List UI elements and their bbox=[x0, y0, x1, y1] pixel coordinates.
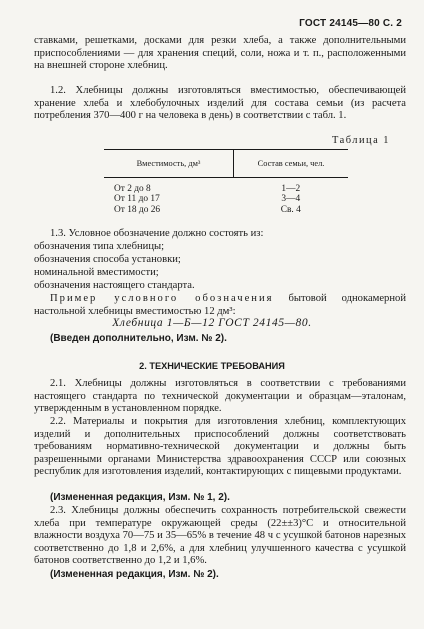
list-item: обозначения настоящего стандарта. bbox=[34, 280, 195, 291]
example-text: бытовой однокамерной настольной хлебницы вместимостью 12 дм³: bbox=[34, 293, 406, 317]
list-item: обозначения способа установки; bbox=[34, 254, 181, 265]
note-changed-1 bbox=[50, 492, 422, 505]
designation-example: Хлебница 1—Б—12 ГОСТ 24145—80. bbox=[112, 317, 312, 329]
table-row bbox=[104, 194, 348, 204]
paragraph-1-3: 1.3. Условное обозначение должно состоять из: bbox=[50, 228, 264, 239]
table-cell-capacity: От 2 до 8 bbox=[114, 184, 151, 194]
paragraph-2-1: 2.1. Хлебницы должны изготовляться в соответствии с требованиями настоящего стандарта по технической документации и образцам—эталонам, утвержденным в установленном порядке. bbox=[34, 378, 406, 415]
table-cell-family: 3—4 bbox=[281, 194, 301, 205]
table-header-capacity: Вместимость, дм³ bbox=[104, 150, 234, 178]
list-item: номинальной вместимости; bbox=[34, 267, 159, 278]
table-cell-family: 1—2 bbox=[281, 184, 301, 194]
table-cell-family: Св. 4 bbox=[280, 204, 301, 215]
section-title: 2. ТЕХНИЧЕСКИЕ ТРЕБОВАНИЯ bbox=[139, 361, 285, 371]
example-label: Пример условного обозначения bbox=[50, 293, 274, 304]
note-introduced-text: (Введен дополнительно, Изм. № 2). bbox=[50, 333, 227, 344]
paragraph-intro: ставками, решетками, досками для резки хлеба, а также дополнительными приспособлениями — для хранения специй, соли, ножа и т. п., расположенными на внешней стороне хлебниц. bbox=[34, 35, 406, 72]
note-changed-2 bbox=[50, 569, 422, 582]
page-header: ГОСТ 24145—80 С. 2 bbox=[299, 18, 402, 29]
table-cell-capacity: От 11 до 17 bbox=[114, 194, 160, 205]
note-changed-2-text: (Измененная редакция, Изм. № 2). bbox=[50, 569, 219, 580]
table-cell-capacity: От 18 до 26 bbox=[114, 204, 161, 215]
note-changed-1-text: (Измененная редакция, Изм. № 1, 2). bbox=[50, 492, 230, 503]
paragraph-2-3: 2.3. Хлебницы должны обеспечить сохранность потребительской свежести хлеба при температуре окружающей среды (22±±3)°С и относительной влажности воздуха 70—75 и 35—65% в течение 48 ч с усушкой батонов нарезных соответственно до 1,8 и 2,6%, а для хлебниц улучшенного качества с усушкой батонов соответственно до 1,2 и 1,6%. bbox=[34, 505, 406, 567]
table-row bbox=[104, 205, 348, 215]
note-introduced bbox=[50, 333, 422, 346]
paragraph-example bbox=[34, 293, 406, 318]
table-caption: Таблица 1 bbox=[332, 135, 390, 146]
paragraph-2-2: 2.2. Материалы и покрытия для изготовления хлебниц, комплектующих изделий и дополнительных приспособлений должны соответствовать требованиям нормативно-технической документации и должны быть разрешенными органами Министерства здравоохранения СССР или союзных республик для изготовления изделий, контактирующих с пищевыми продуктами. bbox=[34, 416, 406, 478]
table-row bbox=[104, 178, 348, 195]
table-1 bbox=[104, 149, 348, 215]
table-header-family: Состав семьи, чел. bbox=[234, 150, 349, 178]
paragraph-1-2: 1.2. Хлебницы должны изготовляться вместимостью, обеспечивающей хранение хлеба и хлебобулочных изделий для состава семьи (из расчета потребления 370—400 г на человека в день) в соответствии с табл. 1. bbox=[34, 85, 406, 122]
list-item: обозначения типа хлебницы; bbox=[34, 241, 165, 252]
